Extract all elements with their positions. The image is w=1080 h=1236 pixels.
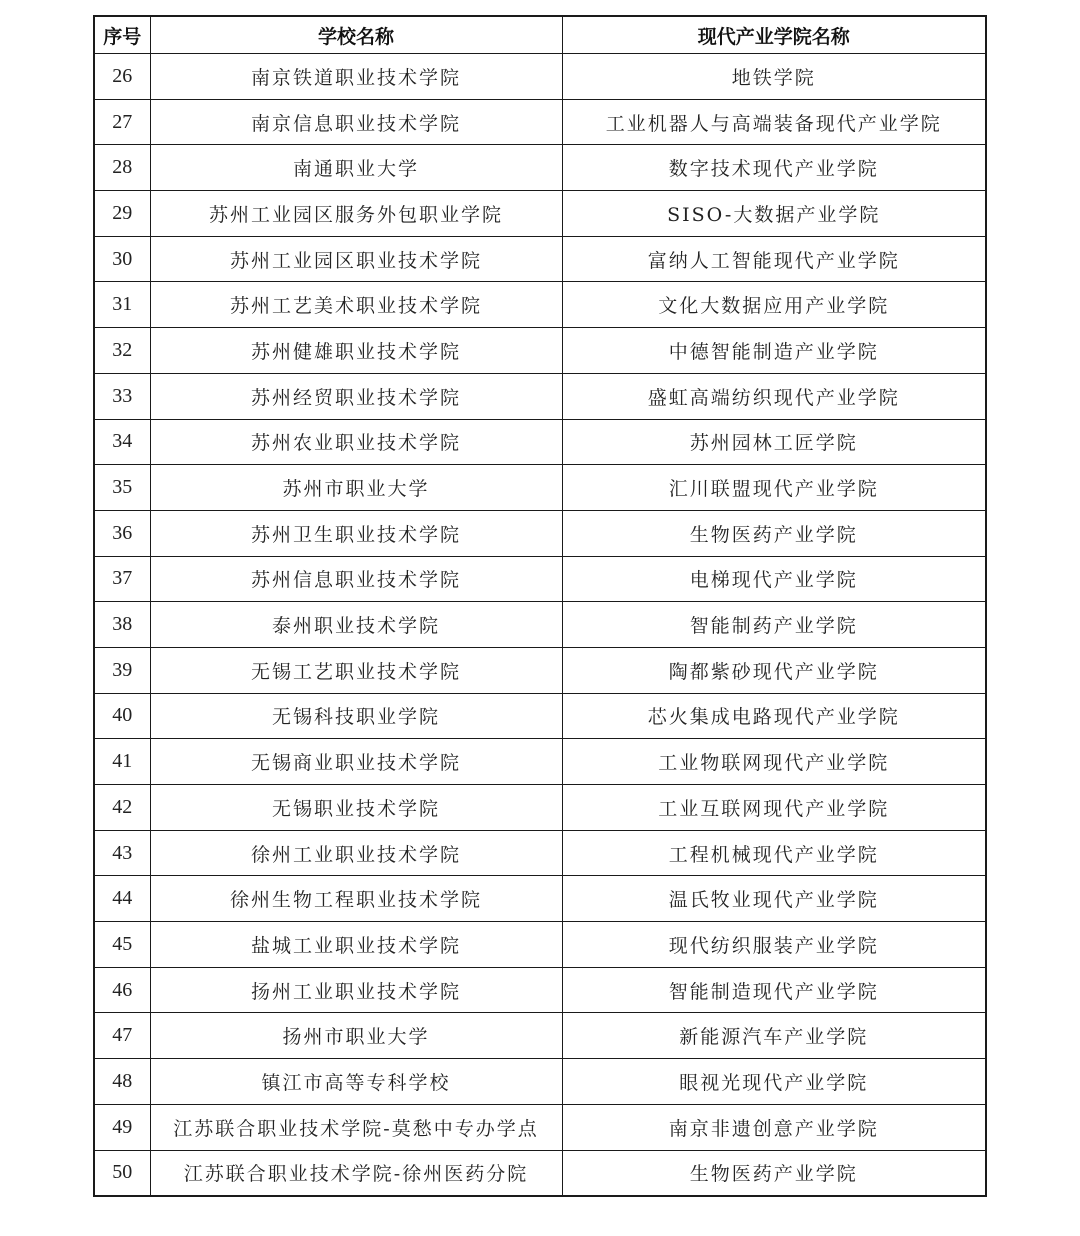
row-college-cell: 工业互联网现代产业学院 <box>562 785 986 831</box>
row-college-cell: SISO-大数据产业学院 <box>562 191 986 237</box>
header-school: 学校名称 <box>150 16 562 54</box>
table-row <box>94 876 986 922</box>
row-school-cell: 无锡职业技术学院 <box>150 785 562 831</box>
header-row <box>94 16 986 54</box>
row-college-cell: 数字技术现代产业学院 <box>562 145 986 191</box>
table-row <box>94 647 986 693</box>
row-college-cell: 陶都紫砂现代产业学院 <box>562 647 986 693</box>
row-school-cell: 江苏联合职业技术学院-徐州医药分院 <box>150 1150 562 1196</box>
table-row <box>94 373 986 419</box>
row-school-cell: 盐城工业职业技术学院 <box>150 922 562 968</box>
row-no-cell: 34 <box>94 419 150 465</box>
row-college-cell: 智能制药产业学院 <box>562 602 986 648</box>
row-no-cell: 41 <box>94 739 150 785</box>
row-school-cell: 徐州工业职业技术学院 <box>150 830 562 876</box>
row-college-cell: 汇川联盟现代产业学院 <box>562 465 986 511</box>
table-row <box>94 1104 986 1150</box>
row-college-cell: 温氏牧业现代产业学院 <box>562 876 986 922</box>
row-no-cell: 35 <box>94 465 150 511</box>
row-no-cell: 31 <box>94 282 150 328</box>
row-school-cell: 无锡工艺职业技术学院 <box>150 647 562 693</box>
table-body <box>94 54 986 1197</box>
row-school-cell: 无锡商业职业技术学院 <box>150 739 562 785</box>
row-school-cell: 苏州健雄职业技术学院 <box>150 328 562 374</box>
table-row <box>94 967 986 1013</box>
table-row <box>94 419 986 465</box>
row-school-cell: 苏州工业园区服务外包职业学院 <box>150 191 562 237</box>
table-row <box>94 830 986 876</box>
row-no-cell: 47 <box>94 1013 150 1059</box>
table-row <box>94 236 986 282</box>
row-school-cell: 苏州经贸职业技术学院 <box>150 373 562 419</box>
row-college-cell: 苏州园林工匠学院 <box>562 419 986 465</box>
row-college-cell: 南京非遗创意产业学院 <box>562 1104 986 1150</box>
row-college-cell: 现代纺织服装产业学院 <box>562 922 986 968</box>
row-no-cell: 29 <box>94 191 150 237</box>
table-row <box>94 54 986 100</box>
row-no-cell: 40 <box>94 693 150 739</box>
row-no-cell: 36 <box>94 510 150 556</box>
row-college-cell: 中德智能制造产业学院 <box>562 328 986 374</box>
row-no-cell: 43 <box>94 830 150 876</box>
row-school-cell: 扬州工业职业技术学院 <box>150 967 562 1013</box>
row-no-cell: 48 <box>94 1059 150 1105</box>
row-college-cell: 新能源汽车产业学院 <box>562 1013 986 1059</box>
row-college-cell: 芯火集成电路现代产业学院 <box>562 693 986 739</box>
table-row <box>94 510 986 556</box>
row-school-cell: 苏州信息职业技术学院 <box>150 556 562 602</box>
table-row <box>94 556 986 602</box>
row-school-cell: 南京铁道职业技术学院 <box>150 54 562 100</box>
row-college-cell: 智能制造现代产业学院 <box>562 967 986 1013</box>
row-college-cell: 眼视光现代产业学院 <box>562 1059 986 1105</box>
row-no-cell: 26 <box>94 54 150 100</box>
table-row <box>94 693 986 739</box>
table-header <box>94 16 986 54</box>
row-no-cell: 28 <box>94 145 150 191</box>
table-row <box>94 739 986 785</box>
row-no-cell: 46 <box>94 967 150 1013</box>
table-row <box>94 1150 986 1196</box>
table-row <box>94 465 986 511</box>
row-school-cell: 苏州工业园区职业技术学院 <box>150 236 562 282</box>
table-row <box>94 1059 986 1105</box>
table-row <box>94 191 986 237</box>
row-college-cell: 富纳人工智能现代产业学院 <box>562 236 986 282</box>
row-college-cell: 文化大数据应用产业学院 <box>562 282 986 328</box>
table-row <box>94 1013 986 1059</box>
row-school-cell: 扬州市职业大学 <box>150 1013 562 1059</box>
row-no-cell: 44 <box>94 876 150 922</box>
row-no-cell: 30 <box>94 236 150 282</box>
table-row <box>94 922 986 968</box>
table-row <box>94 145 986 191</box>
row-college-cell: 地铁学院 <box>562 54 986 100</box>
row-school-cell: 南京信息职业技术学院 <box>150 99 562 145</box>
row-no-cell: 42 <box>94 785 150 831</box>
row-no-cell: 45 <box>94 922 150 968</box>
row-college-cell: 工业机器人与高端装备现代产业学院 <box>562 99 986 145</box>
row-school-cell: 苏州农业职业技术学院 <box>150 419 562 465</box>
college-list-table <box>93 15 987 1197</box>
table-row <box>94 282 986 328</box>
row-school-cell: 无锡科技职业学院 <box>150 693 562 739</box>
table-row <box>94 99 986 145</box>
row-no-cell: 37 <box>94 556 150 602</box>
row-no-cell: 32 <box>94 328 150 374</box>
row-school-cell: 南通职业大学 <box>150 145 562 191</box>
header-no: 序号 <box>94 16 150 54</box>
row-college-cell: 生物医药产业学院 <box>562 510 986 556</box>
row-school-cell: 泰州职业技术学院 <box>150 602 562 648</box>
row-college-cell: 生物医药产业学院 <box>562 1150 986 1196</box>
row-school-cell: 苏州工艺美术职业技术学院 <box>150 282 562 328</box>
row-no-cell: 49 <box>94 1104 150 1150</box>
row-college-cell: 工业物联网现代产业学院 <box>562 739 986 785</box>
row-school-cell: 徐州生物工程职业技术学院 <box>150 876 562 922</box>
table-row <box>94 602 986 648</box>
table-row <box>94 328 986 374</box>
table-row <box>94 785 986 831</box>
row-college-cell: 电梯现代产业学院 <box>562 556 986 602</box>
row-school-cell: 江苏联合职业技术学院-莫愁中专办学点 <box>150 1104 562 1150</box>
row-school-cell: 苏州卫生职业技术学院 <box>150 510 562 556</box>
row-no-cell: 33 <box>94 373 150 419</box>
row-no-cell: 50 <box>94 1150 150 1196</box>
row-school-cell: 镇江市高等专科学校 <box>150 1059 562 1105</box>
row-college-cell: 盛虹高端纺织现代产业学院 <box>562 373 986 419</box>
row-no-cell: 27 <box>94 99 150 145</box>
row-no-cell: 39 <box>94 647 150 693</box>
row-college-cell: 工程机械现代产业学院 <box>562 830 986 876</box>
row-school-cell: 苏州市职业大学 <box>150 465 562 511</box>
header-college: 现代产业学院名称 <box>562 16 986 54</box>
row-no-cell: 38 <box>94 602 150 648</box>
